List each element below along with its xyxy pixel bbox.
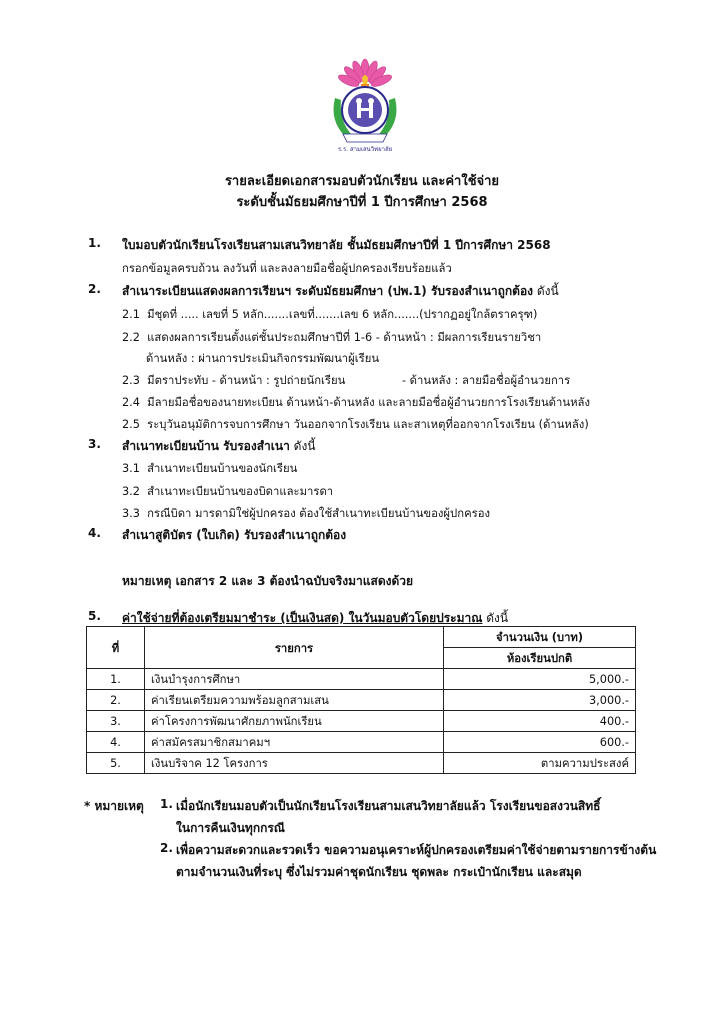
row-item: เงินบริจาค 12 โครงการ <box>145 753 444 774</box>
item-2-2 <box>122 328 541 346</box>
item-2-5-number: 2.5 <box>122 418 140 431</box>
section-2-title: สำเนาระเบียนแสดงผลการเรียนฯ ระดับมัธยมศึกษา (ปพ.1) รับรองสำเนาถูกต้อง <box>122 284 534 298</box>
item-3-1 <box>122 459 297 477</box>
section-5-title: ค่าใช้จ่ายที่ต้องเตรียมมาชำระ (เป็นเงินสด) ในวันมอบตัวโดยประมาณ <box>122 611 483 625</box>
table-row <box>87 669 636 690</box>
section-5-suffix: ดังนี้ <box>482 611 509 625</box>
section-4-title: สำเนาสูติบัตร (ใบเกิด) รับรองสำเนาถูกต้อง <box>122 528 347 542</box>
remark-note: หมายเหตุ เอกสาร 2 และ 3 ต้องนำฉบับจริงมาแสดงด้วย <box>122 574 414 588</box>
table-row <box>87 711 636 732</box>
section-1-detail: กรอกข้อมูลครบถ้วน ลงวันที่ และลงลายมือชื่อผู้ปกครองเรียบร้อยแล้ว <box>122 262 452 275</box>
section-2-number: 2. <box>88 282 101 296</box>
item-2-3-number: 2.3 <box>122 374 140 387</box>
item-3-2 <box>122 482 333 500</box>
table-row <box>87 753 636 774</box>
item-2-3-text: มีตราประทับ - ด้านหน้า : รูปถ่ายนักเรียน <box>147 374 346 387</box>
section-2-heading <box>122 282 559 301</box>
row-amount: 5,000.- <box>444 669 636 690</box>
row-no: 4. <box>87 732 145 753</box>
table-row <box>87 732 636 753</box>
row-amount: 3,000.- <box>444 690 636 711</box>
row-no: 1. <box>87 669 145 690</box>
item-3-1-number: 3.1 <box>122 462 140 475</box>
section-3-number: 3. <box>88 437 101 451</box>
item-3-3-text: กรณีบิดา มารดามิใช่ผู้ปกครอง ต้องใช้สำเนาทะเบียนบ้านของผู้ปกครอง <box>147 507 490 520</box>
item-2-3-text-b: - ด้านหลัง : ลายมือชื่อผู้อำนวยการ <box>402 374 571 387</box>
item-2-2-text-line2: ด้านหลัง : ผ่านการประเมินกิจกรรมพัฒนาผู้เรียน <box>146 352 380 365</box>
row-item: ค่าเรียนเตรียมความพร้อมลูกสามเสน <box>145 690 444 711</box>
item-3-2-text: สำเนาทะเบียนบ้านของบิดาและมารดา <box>147 485 334 498</box>
school-logo <box>325 58 405 158</box>
section-1-number: 1. <box>88 236 101 250</box>
footnote-2-text-line2: ตามจำนวนเงินที่ระบุ ซึ่งไม่รวมค่าชุดนักเรียน ชุดพละ กระเป๋านักเรียน และสมุด <box>176 865 582 879</box>
document-subtitle: ระดับชั้นมัธยมศึกษาปีที่ 1 ปีการศึกษา 2568 <box>236 195 488 210</box>
row-amount: 600.- <box>444 732 636 753</box>
section-4-number: 4. <box>88 526 101 540</box>
item-2-4-number: 2.4 <box>122 396 140 409</box>
header-item: รายการ <box>145 627 444 669</box>
section-1-title: ใบมอบตัวนักเรียนโรงเรียนสามเสนวิทยาลัย ชั้นมัธยมศึกษาปีที่ 1 ปีการศึกษา 2568 <box>122 238 551 252</box>
fees-table <box>86 626 636 774</box>
header-no: ที่ <box>87 627 145 669</box>
section-3-suffix: ดังนี้ <box>289 439 316 453</box>
table-header-row <box>87 627 636 648</box>
logo-caption: ร.ร. สามเสนวิทยาลัย <box>337 146 393 153</box>
footnote-2-text: เพื่อความสะดวกและรวดเร็ว ขอความอนุเคราะห์ผู้ปกครองเตรียมค่าใช้จ่ายตามรายการข้างต้น <box>176 843 657 857</box>
section-3-heading <box>122 437 316 456</box>
footnote-1-text: เมื่อนักเรียนมอบตัวเป็นนักเรียนโรงเรียนสามเสนวิทยาลัยแล้ว โรงเรียนขอสงวนสิทธิ์ <box>176 799 601 813</box>
footnote-1-text-line2: ในการคืนเงินทุกกรณี <box>176 821 285 835</box>
row-amount: 400.- <box>444 711 636 732</box>
item-2-1-text: มีชุดที่ ..... เลขที่ 5 หลัก.......เลขที่.......เลข 6 หลัก.......(ปรากฏอยู่ใกล้ตราครุฑ) <box>147 308 538 321</box>
table-row <box>87 690 636 711</box>
item-2-5 <box>122 415 589 433</box>
footnote-1-number: 1. <box>160 797 173 811</box>
row-no: 5. <box>87 753 145 774</box>
item-2-5-text: ระบุวันอนุมัติการจบการศึกษา วันออกจากโรงเรียน และสาเหตุที่ออกจากโรงเรียน (ด้านหลัง) <box>147 418 589 431</box>
footnote-label: * หมายเหตุ <box>84 799 144 813</box>
row-item: ค่าสมัครสมาชิกสมาคมฯ <box>145 732 444 753</box>
item-2-1 <box>122 305 537 323</box>
item-2-2-text: แสดงผลการเรียนตั้งแต่ชั้นประถมศึกษาปีที่ 1-6 - ด้านหน้า : มีผลการเรียนรายวิชา <box>147 331 542 344</box>
section-2-suffix: ดังนี้ <box>533 284 559 298</box>
header-amount: จำนวนเงิน (บาท) <box>444 627 636 648</box>
row-item: เงินบำรุงการศึกษา <box>145 669 444 690</box>
item-3-1-text: สำเนาทะเบียนบ้านของนักเรียน <box>147 462 298 475</box>
item-3-3 <box>122 504 490 522</box>
item-2-3 <box>122 371 345 389</box>
item-3-2-number: 3.2 <box>122 485 140 498</box>
header-class: ห้องเรียนปกติ <box>444 648 636 669</box>
section-3-title: สำเนาทะเบียนบ้าน รับรองสำเนา <box>122 439 290 453</box>
row-item: ค่าโครงการพัฒนาศักยภาพนักเรียน <box>145 711 444 732</box>
item-2-4-text: มีลายมือชื่อของนายทะเบียน ด้านหน้า-ด้านหลัง และลายมือชื่อผู้อำนวยการโรงเรียนด้านหลัง <box>147 396 590 409</box>
item-2-1-number: 2.1 <box>122 308 140 321</box>
row-amount: ตามความประสงค์ <box>444 753 636 774</box>
section-5-number: 5. <box>88 609 101 623</box>
item-2-4 <box>122 393 590 411</box>
row-no: 2. <box>87 690 145 711</box>
row-no: 3. <box>87 711 145 732</box>
item-2-2-number: 2.2 <box>122 331 140 344</box>
footnote-2-number: 2. <box>160 841 173 855</box>
document-title: รายละเอียดเอกสารมอบตัวนักเรียน และค่าใช้จ่าย <box>224 174 500 189</box>
item-3-3-number: 3.3 <box>122 507 140 520</box>
